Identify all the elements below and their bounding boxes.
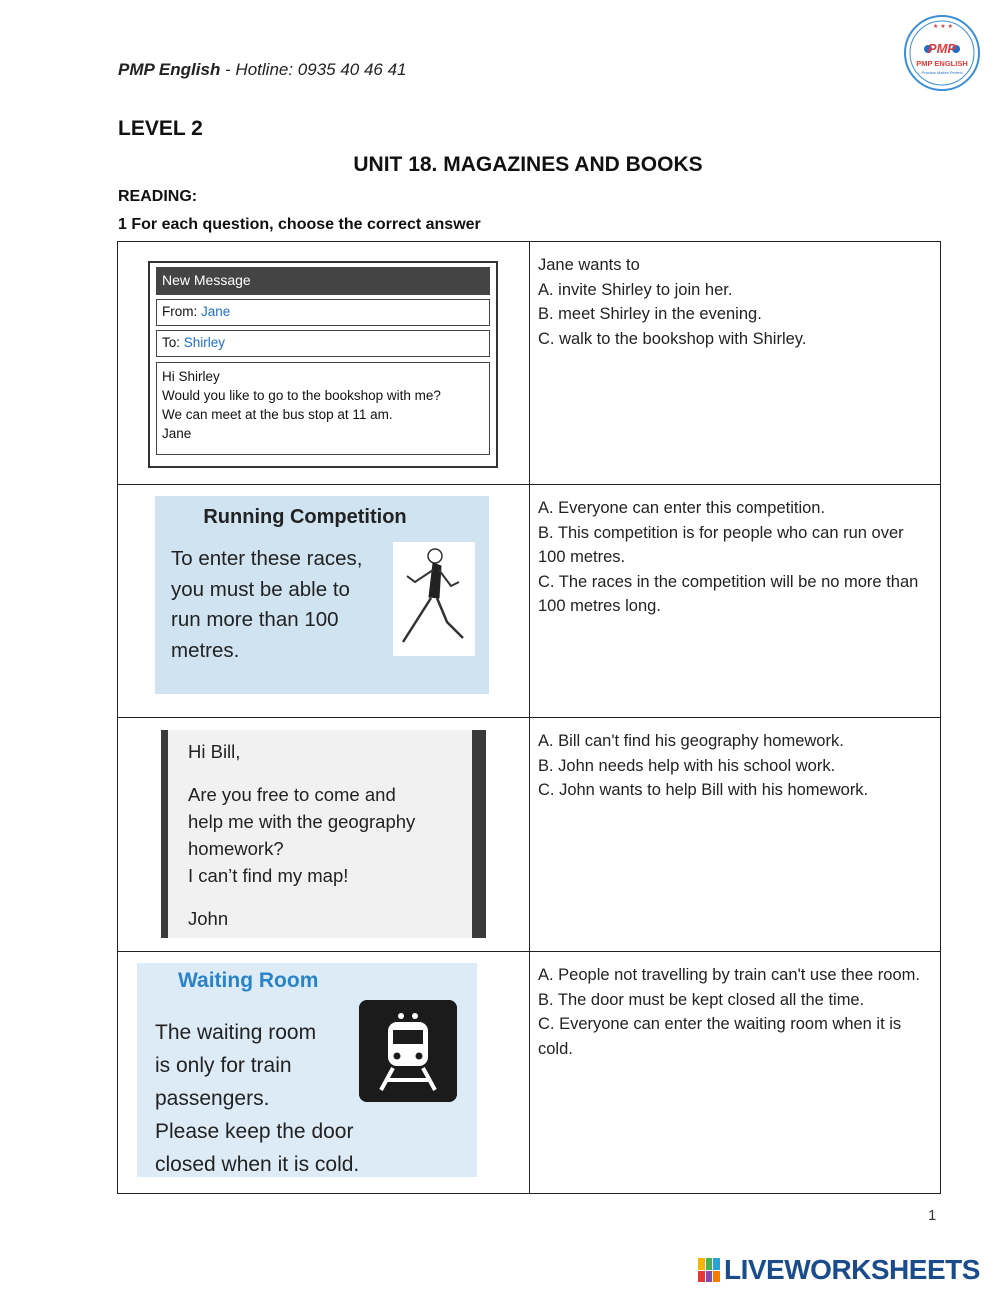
running-notice-line: run more than 100 <box>171 608 339 631</box>
runner-icon <box>393 542 475 656</box>
to-value: Shirley <box>183 335 226 350</box>
option-a[interactable]: A. Bill can't find his geography homework. <box>538 732 844 750</box>
logo-main: PMP <box>927 41 957 56</box>
option-c[interactable]: C. walk to the bookshop with Shirley. <box>538 329 807 348</box>
question-1-options <box>530 242 941 485</box>
option-a[interactable]: A. invite Shirley to join her. <box>538 280 733 299</box>
waiting-room-notice <box>137 963 477 1177</box>
note-signature: John <box>188 908 229 929</box>
option-c[interactable]: C. John wants to help Bill with his homework. <box>538 781 869 799</box>
waiting-room-line: Please keep the door <box>155 1120 354 1143</box>
hotline: - Hotline: 0935 40 46 41 <box>220 60 407 79</box>
option-b[interactable]: B. meet Shirley in the evening. <box>538 305 762 323</box>
waiting-room-line: passengers. <box>155 1087 270 1110</box>
waiting-room-text <box>155 1016 359 1181</box>
waiting-room-line: is only for train <box>155 1054 292 1077</box>
question-1-image <box>118 242 530 485</box>
email-message <box>148 261 498 468</box>
question-4-options <box>530 952 941 1194</box>
note-line: help me with the geography <box>188 811 416 832</box>
note-body <box>188 781 415 889</box>
from-value: Jane <box>201 304 231 319</box>
question-4-image <box>118 952 530 1194</box>
train-icon <box>359 1000 457 1102</box>
question-row-2 <box>118 485 941 718</box>
running-notice-line: To enter these races, <box>171 547 363 570</box>
note-line: Are you free to come and <box>188 784 396 805</box>
instruction: 1 For each question, choose the correct answer <box>118 216 481 233</box>
running-notice-title: Running Competition <box>203 506 407 528</box>
question-3-options <box>530 718 941 952</box>
email-from-field <box>156 299 490 326</box>
unit-title: UNIT 18. MAGAZINES AND BOOKS <box>353 153 703 176</box>
pmp-logo <box>903 14 981 92</box>
email-body-line: Hi Shirley <box>162 369 220 384</box>
header-line <box>118 60 407 80</box>
question-1-stem: Jane wants to <box>538 256 640 274</box>
liveworksheets-logo <box>698 1255 980 1285</box>
waiting-room-title: Waiting Room <box>178 969 319 992</box>
question-2-options <box>530 485 941 718</box>
waiting-room-line: The waiting room <box>155 1021 317 1044</box>
svg-text:★ ★ ★: ★ ★ ★ <box>933 23 953 30</box>
email-body-line: Jane <box>162 426 192 441</box>
logo-sub: PMP ENGLISH <box>916 59 968 68</box>
note-card <box>161 730 486 938</box>
email-to-field <box>156 330 490 357</box>
option-c[interactable]: C. Everyone can enter the waiting room when it is cold. <box>538 1015 902 1058</box>
email-title-bar: New Message <box>156 267 490 295</box>
option-c[interactable]: C. The races in the competition will be no more than 100 metres long. <box>538 572 919 615</box>
question-3-image <box>118 718 530 952</box>
option-b[interactable]: B. The door must be kept closed all the time. <box>538 990 865 1009</box>
question-row-1 <box>118 242 941 485</box>
logo-tagline: Practice Makes Perfect <box>921 70 963 75</box>
option-b[interactable]: B. John needs help with his school work. <box>538 756 836 775</box>
note-line: I can’t find my map! <box>188 865 349 886</box>
note-line: homework? <box>188 838 284 859</box>
waiting-room-line: closed when it is cold. <box>155 1153 360 1176</box>
section-label: READING: <box>118 188 198 205</box>
email-body <box>156 362 490 455</box>
option-a[interactable]: A. Everyone can enter this competition. <box>538 499 826 517</box>
running-notice-text <box>171 544 391 666</box>
level-heading: LEVEL 2 <box>118 117 203 140</box>
running-notice <box>155 496 489 694</box>
running-notice-line: you must be able to <box>171 577 350 601</box>
question-row-3 <box>118 718 941 952</box>
liveworksheets-icon <box>698 1258 720 1282</box>
questions-table <box>117 241 941 1194</box>
email-body-line: Would you like to go to the bookshop with me? <box>162 388 441 403</box>
to-label: To: <box>162 335 184 350</box>
note-greeting: Hi Bill, <box>188 741 241 762</box>
page-number: 1 <box>928 1207 937 1224</box>
email-body-line: We can meet at the bus stop at 11 am. <box>162 407 393 422</box>
brand-name: PMP English <box>118 60 221 79</box>
question-row-4 <box>118 952 941 1194</box>
option-b[interactable]: B. This competition is for people who can run over 100 metres. <box>538 523 904 566</box>
question-2-image <box>118 485 530 718</box>
running-notice-line: metres. <box>171 638 240 662</box>
liveworksheets-wordmark: LIVEWORKSHEETS <box>724 1254 980 1285</box>
note-text <box>188 738 415 948</box>
option-a[interactable]: A. People not travelling by train can't use thee room. <box>538 966 920 984</box>
from-label: From: <box>162 304 201 319</box>
